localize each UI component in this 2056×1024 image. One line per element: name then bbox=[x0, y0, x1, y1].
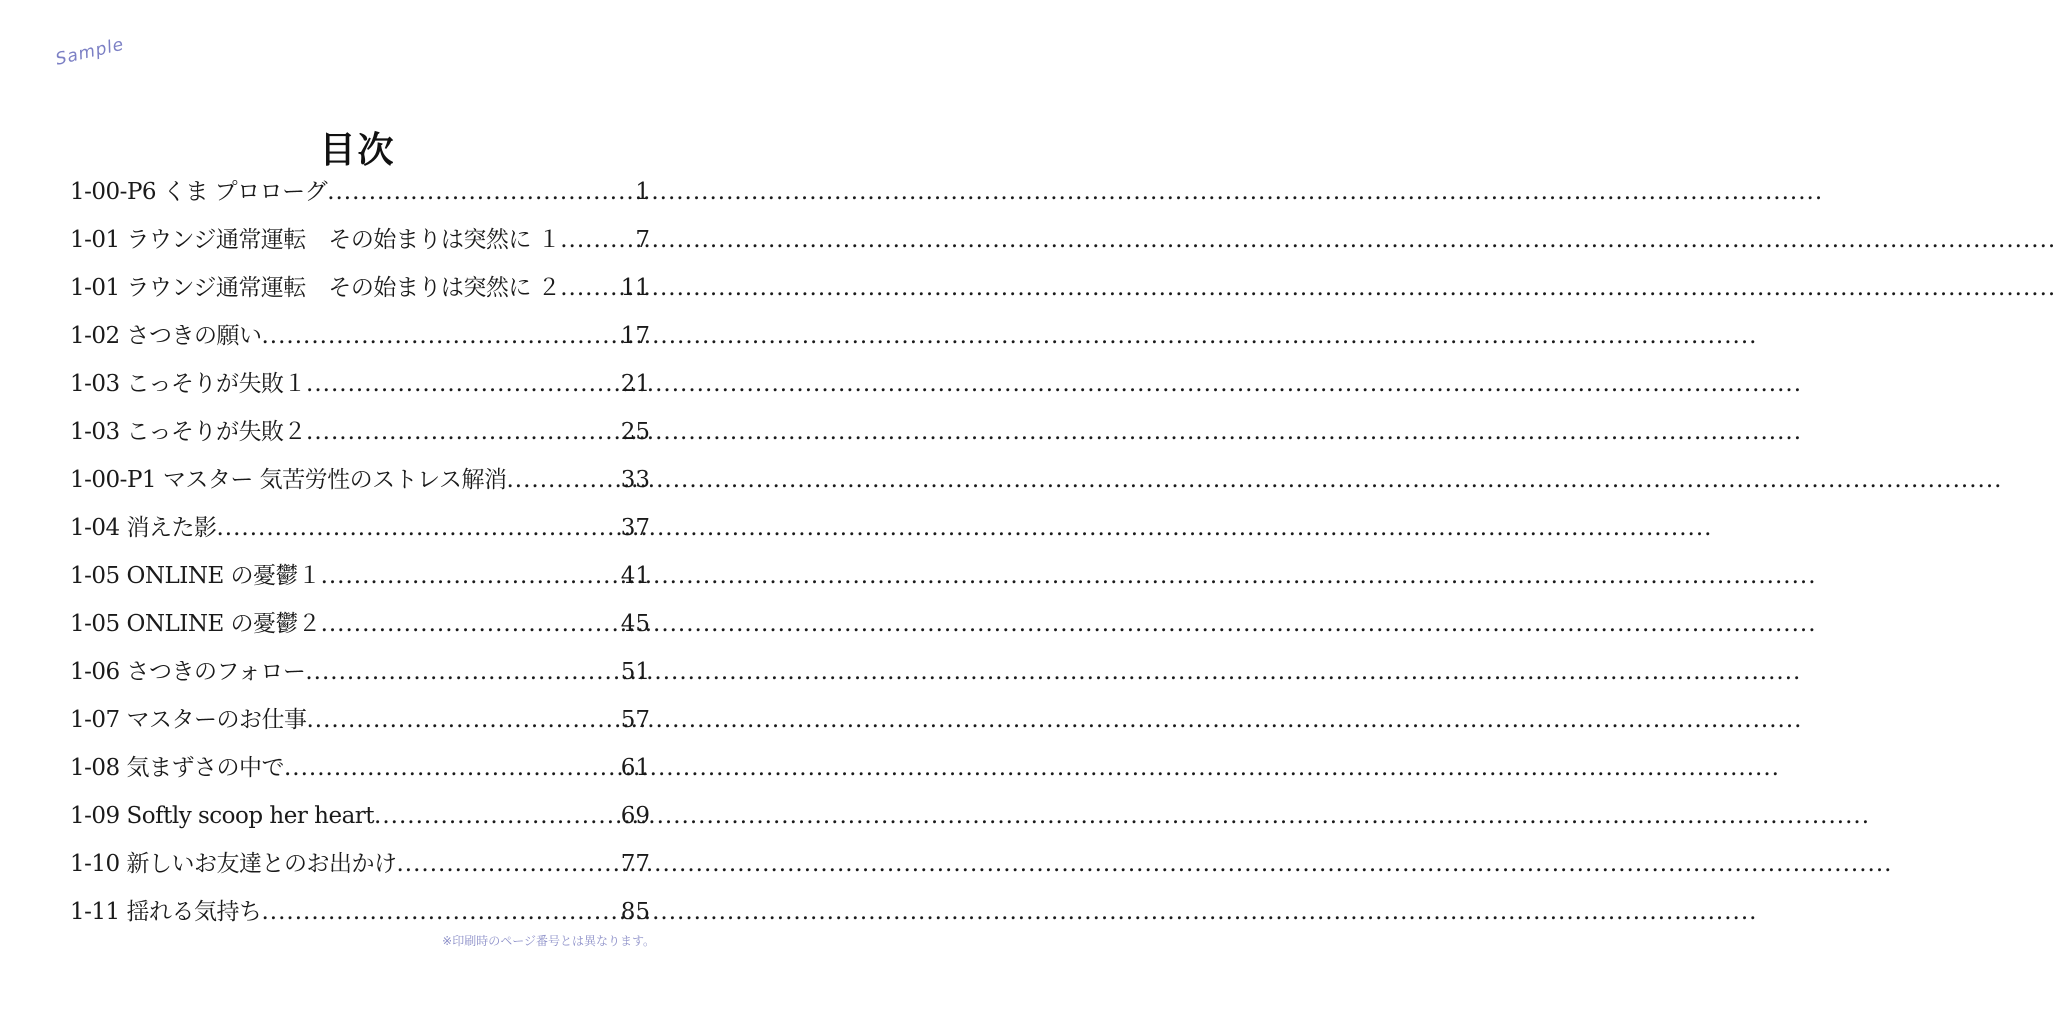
toc-entry-title: 1-05 ONLINE の憂鬱２ bbox=[70, 611, 321, 637]
toc-leader-dots bbox=[261, 312, 620, 360]
toc-entry-title: 1-04 消えた影 bbox=[70, 515, 217, 541]
toc-entry-page: 51 bbox=[620, 659, 650, 685]
toc-leader-dots bbox=[216, 504, 620, 552]
toc-entry-page: 17 bbox=[620, 323, 650, 349]
toc-entry-title: 1-03 こっそりが失敗１ bbox=[70, 371, 307, 397]
toc-entry-page: 41 bbox=[620, 563, 650, 589]
toc-entry-title: 1-10 新しいお友達とのお出かけ bbox=[70, 851, 397, 877]
toc-entry bbox=[70, 504, 650, 552]
toc-entry-page: 21 bbox=[620, 371, 650, 397]
toc-entry bbox=[70, 840, 650, 888]
toc-entry bbox=[70, 360, 650, 408]
toc-entry bbox=[70, 456, 650, 504]
toc-entry-page: 33 bbox=[620, 467, 650, 493]
toc-entry-page: 25 bbox=[620, 419, 650, 445]
toc-entry-title: 1-03 こっそりが失敗２ bbox=[70, 419, 307, 445]
toc-leader-dots bbox=[306, 360, 621, 408]
toc-entry-page: 45 bbox=[620, 611, 650, 637]
toc-leader-dots bbox=[284, 744, 621, 792]
toc-entry bbox=[70, 312, 650, 360]
toc-leader-dots bbox=[327, 168, 635, 216]
toc-entry-title: 1-01 ラウンジ通常運転 その始まりは突然に １ bbox=[70, 227, 561, 253]
toc-leader-dots bbox=[374, 792, 621, 840]
toc-entry-page: 77 bbox=[620, 851, 650, 877]
toc-entry-title: 1-08 気まずさの中で bbox=[70, 755, 284, 781]
toc-entry-page: 11 bbox=[620, 275, 650, 301]
toc-leader-dots bbox=[306, 408, 621, 456]
toc-entry bbox=[70, 552, 650, 600]
toc-entry-title: 1-05 ONLINE の憂鬱１ bbox=[70, 563, 321, 589]
sample-watermark: Sample bbox=[53, 34, 127, 70]
toc-entry-title: 1-01 ラウンジ通常運転 その始まりは突然に ２ bbox=[70, 275, 561, 301]
toc-leader-dots bbox=[506, 456, 620, 504]
toc-entry-page: 57 bbox=[620, 707, 650, 733]
toc-leader-dots bbox=[321, 552, 621, 600]
toc-entry-title: 1-06 さつきのフォロー bbox=[70, 659, 306, 685]
toc-leader-dots bbox=[321, 600, 621, 648]
toc-entry bbox=[70, 264, 650, 312]
toc-entry-title: 1-09 Softly scoop her heart bbox=[70, 803, 375, 829]
toc-entry bbox=[70, 696, 650, 744]
toc-entry bbox=[70, 216, 650, 264]
toc-leader-dots bbox=[306, 696, 620, 744]
toc-entry-page: 7 bbox=[635, 227, 650, 253]
toc-entry bbox=[70, 744, 650, 792]
toc-entry-page: 1 bbox=[635, 179, 650, 205]
toc-entry bbox=[70, 888, 650, 936]
toc-entry bbox=[70, 168, 650, 216]
toc-entry bbox=[70, 648, 650, 696]
page-title: 目次 bbox=[319, 130, 396, 172]
toc-entry-page: 61 bbox=[620, 755, 650, 781]
toc-entry-page: 37 bbox=[620, 515, 650, 541]
toc-entry-page: 69 bbox=[620, 803, 650, 829]
toc-entry-title: 1-11 揺れる気持ち bbox=[70, 899, 262, 925]
toc-entry bbox=[70, 600, 650, 648]
table-of-contents bbox=[70, 168, 650, 936]
toc-leader-dots bbox=[261, 888, 620, 936]
toc-leader-dots bbox=[560, 216, 635, 264]
toc-entry-page: 85 bbox=[620, 899, 650, 925]
toc-leader-dots bbox=[396, 840, 620, 888]
page-number-note: ※印刷時のページ番号とは異なります。 bbox=[442, 934, 655, 948]
toc-leader-dots bbox=[560, 264, 621, 312]
toc-entry bbox=[70, 408, 650, 456]
toc-entry-title: 1-00-P6 くま プロローグ bbox=[70, 179, 328, 205]
toc-leader-dots bbox=[305, 648, 620, 696]
toc-entry-title: 1-07 マスターのお仕事 bbox=[70, 707, 307, 733]
toc-entry bbox=[70, 792, 650, 840]
toc-entry-title: 1-00-P1 マスター 気苦労性のストレス解消 bbox=[70, 467, 507, 493]
toc-entry-title: 1-02 さつきの願い bbox=[70, 323, 262, 349]
